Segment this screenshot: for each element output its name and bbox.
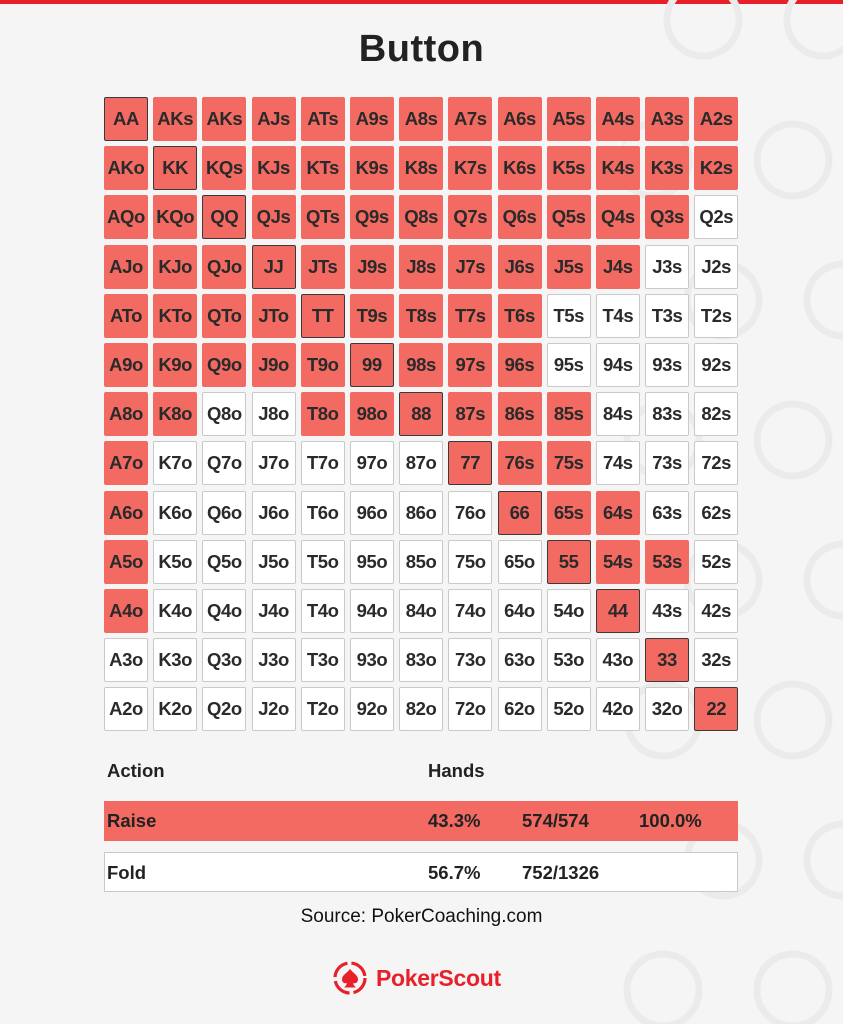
hand-cell: 94s xyxy=(596,343,640,387)
hand-cell: Q2o xyxy=(202,687,246,731)
hand-cell: 98o xyxy=(350,392,394,436)
hand-cell: 77 xyxy=(448,441,492,485)
hand-cell: 43o xyxy=(596,638,640,682)
hand-cell: A7s xyxy=(448,97,492,141)
hand-cell: J9s xyxy=(350,245,394,289)
hand-cell: J2s xyxy=(694,245,738,289)
raise-combos: 574/574 xyxy=(522,810,589,831)
hand-cell: Q7s xyxy=(448,195,492,239)
hand-cell: 76s xyxy=(498,441,542,485)
hand-cell: AKs xyxy=(153,97,197,141)
hand-cell: 74o xyxy=(448,589,492,633)
hand-cell: T8s xyxy=(399,294,443,338)
hand-cell: 82o xyxy=(399,687,443,731)
hand-cell: KTs xyxy=(301,146,345,190)
fold-label: Fold xyxy=(107,862,147,883)
hand-cell: 76o xyxy=(448,491,492,535)
hand-cell: 93s xyxy=(645,343,689,387)
hand-cell: T3o xyxy=(301,638,345,682)
hand-cell: K9s xyxy=(350,146,394,190)
hand-cell: Q9o xyxy=(202,343,246,387)
hand-cell: 92s xyxy=(694,343,738,387)
hand-cell: K7s xyxy=(448,146,492,190)
hand-cell: 65o xyxy=(498,540,542,584)
hand-cell: 86o xyxy=(399,491,443,535)
hand-cell: 96s xyxy=(498,343,542,387)
hand-cell: 73o xyxy=(448,638,492,682)
hand-cell: T7o xyxy=(301,441,345,485)
hand-cell: J7s xyxy=(448,245,492,289)
hand-cell: Q7o xyxy=(202,441,246,485)
hand-cell: 42s xyxy=(694,589,738,633)
hand-cell: J3o xyxy=(252,638,296,682)
hand-cell: A2s xyxy=(694,97,738,141)
hand-cell: 73s xyxy=(645,441,689,485)
hand-cell: 74s xyxy=(596,441,640,485)
hand-cell: 62o xyxy=(498,687,542,731)
hand-cell: QJs xyxy=(252,195,296,239)
hand-cell: T5s xyxy=(547,294,591,338)
hand-cell: T7s xyxy=(448,294,492,338)
hand-cell: A8o xyxy=(104,392,148,436)
hand-cell: 93o xyxy=(350,638,394,682)
hand-cell: 85o xyxy=(399,540,443,584)
hand-cell: 32o xyxy=(645,687,689,731)
hand-cell: QQ xyxy=(202,195,246,239)
hand-cell: J5s xyxy=(547,245,591,289)
hand-cell: 95s xyxy=(547,343,591,387)
hand-cell: J6s xyxy=(498,245,542,289)
hand-cell: A5o xyxy=(104,540,148,584)
hand-cell: AKs xyxy=(202,97,246,141)
hand-cell: Q8s xyxy=(399,195,443,239)
hand-cell: A4s xyxy=(596,97,640,141)
hand-cell: QJo xyxy=(202,245,246,289)
hand-cell: K2o xyxy=(153,687,197,731)
hand-cell: Q9s xyxy=(350,195,394,239)
hand-cell: K9o xyxy=(153,343,197,387)
hand-cell: K4s xyxy=(596,146,640,190)
hand-cell: J7o xyxy=(252,441,296,485)
action-header: Action xyxy=(107,760,165,781)
hand-cell: KJs xyxy=(252,146,296,190)
hand-cell: K7o xyxy=(153,441,197,485)
hand-cell: K4o xyxy=(153,589,197,633)
hand-cell: 88 xyxy=(399,392,443,436)
hand-cell: J4o xyxy=(252,589,296,633)
hand-cell: Q5s xyxy=(547,195,591,239)
hand-cell: 99 xyxy=(350,343,394,387)
hand-cell: JJ xyxy=(252,245,296,289)
top-accent-bar xyxy=(0,0,843,4)
hand-cell: 86s xyxy=(498,392,542,436)
hand-cell: Q4s xyxy=(596,195,640,239)
hand-cell: 95o xyxy=(350,540,394,584)
hand-cell: J8s xyxy=(399,245,443,289)
hand-cell: 55 xyxy=(547,540,591,584)
hand-cell: T8o xyxy=(301,392,345,436)
raise-frequency: 100.0% xyxy=(639,810,702,831)
source-credit: Source: PokerCoaching.com xyxy=(300,906,543,927)
hand-cell: A5s xyxy=(547,97,591,141)
hand-cell: 64o xyxy=(498,589,542,633)
hand-cell: 72o xyxy=(448,687,492,731)
hand-cell: T9o xyxy=(301,343,345,387)
hand-cell: 54s xyxy=(596,540,640,584)
hand-cell: 75o xyxy=(448,540,492,584)
hand-cell: QTs xyxy=(301,195,345,239)
hand-cell: Q5o xyxy=(202,540,246,584)
hand-cell: T2s xyxy=(694,294,738,338)
hand-cell: T3s xyxy=(645,294,689,338)
hand-cell: J2o xyxy=(252,687,296,731)
hand-cell: AA xyxy=(104,97,148,141)
brand-name: PokerScout xyxy=(376,964,501,991)
hand-cell: 84o xyxy=(399,589,443,633)
hand-cell: Q3s xyxy=(645,195,689,239)
hand-cell: A3o xyxy=(104,638,148,682)
hand-cell: Q6s xyxy=(498,195,542,239)
hands-header: Hands xyxy=(428,760,485,781)
hand-cell: 66 xyxy=(498,491,542,535)
hand-cell: 92o xyxy=(350,687,394,731)
hand-cell: J3s xyxy=(645,245,689,289)
hand-cell: Q4o xyxy=(202,589,246,633)
hand-cell: 63s xyxy=(645,491,689,535)
hand-cell: 82s xyxy=(694,392,738,436)
raise-percent: 43.3% xyxy=(428,810,481,831)
fold-combos: 752/1326 xyxy=(522,862,600,883)
hand-cell: 64s xyxy=(596,491,640,535)
hand-cell: 52s xyxy=(694,540,738,584)
hand-cell: J8o xyxy=(252,392,296,436)
raise-legend-row xyxy=(104,801,738,841)
fold-legend-row xyxy=(104,852,738,892)
hand-cell: JTo xyxy=(252,294,296,338)
hand-cell: A9o xyxy=(104,343,148,387)
hand-cell: K2s xyxy=(694,146,738,190)
hand-cell: T4s xyxy=(596,294,640,338)
hand-cell: Q6o xyxy=(202,491,246,535)
hand-cell: 87o xyxy=(399,441,443,485)
hand-cell: T6o xyxy=(301,491,345,535)
hand-cell: Q3o xyxy=(202,638,246,682)
hand-cell: A7o xyxy=(104,441,148,485)
brand-logo[interactable] xyxy=(332,958,501,998)
hand-cell: K8o xyxy=(153,392,197,436)
hand-cell: KK xyxy=(153,146,197,190)
hand-cell: 53o xyxy=(547,638,591,682)
hand-cell: A6s xyxy=(498,97,542,141)
hand-cell: A8s xyxy=(399,97,443,141)
hand-cell: 83s xyxy=(645,392,689,436)
spade-target-icon xyxy=(332,960,368,996)
hand-cell: Q2s xyxy=(694,195,738,239)
hand-cell: 33 xyxy=(645,638,689,682)
hand-cell: 72s xyxy=(694,441,738,485)
hand-cell: 54o xyxy=(547,589,591,633)
hand-cell: K6s xyxy=(498,146,542,190)
hand-cell: K5o xyxy=(153,540,197,584)
hand-cell: J4s xyxy=(596,245,640,289)
hand-cell: 43s xyxy=(645,589,689,633)
hand-cell: T6s xyxy=(498,294,542,338)
hand-cell: 53s xyxy=(645,540,689,584)
hand-cell: AKo xyxy=(104,146,148,190)
hand-cell: 62s xyxy=(694,491,738,535)
hand-cell: 22 xyxy=(694,687,738,731)
hand-cell: T9s xyxy=(350,294,394,338)
hand-cell: K3s xyxy=(645,146,689,190)
page-title: Button xyxy=(358,28,485,70)
hand-cell: AJo xyxy=(104,245,148,289)
hand-cell: J5o xyxy=(252,540,296,584)
hand-cell: KTo xyxy=(153,294,197,338)
hand-cell: 83o xyxy=(399,638,443,682)
hand-cell: KJo xyxy=(153,245,197,289)
hand-cell: AJs xyxy=(252,97,296,141)
hand-cell: 97s xyxy=(448,343,492,387)
hand-cell: 42o xyxy=(596,687,640,731)
raise-label: Raise xyxy=(107,810,157,831)
hand-cell: JTs xyxy=(301,245,345,289)
hand-range-grid xyxy=(104,97,738,731)
hand-cell: 98s xyxy=(399,343,443,387)
hand-cell: 63o xyxy=(498,638,542,682)
hand-cell: AQo xyxy=(104,195,148,239)
hand-cell: A2o xyxy=(104,687,148,731)
hand-cell: K8s xyxy=(399,146,443,190)
hand-cell: 65s xyxy=(547,491,591,535)
hand-cell: Q8o xyxy=(202,392,246,436)
hand-cell: TT xyxy=(301,294,345,338)
hand-cell: 85s xyxy=(547,392,591,436)
hand-cell: 87s xyxy=(448,392,492,436)
hand-cell: T5o xyxy=(301,540,345,584)
hand-cell: T2o xyxy=(301,687,345,731)
hand-cell: 96o xyxy=(350,491,394,535)
hand-cell: 97o xyxy=(350,441,394,485)
hand-cell: A9s xyxy=(350,97,394,141)
hand-cell: K3o xyxy=(153,638,197,682)
hand-cell: K6o xyxy=(153,491,197,535)
hand-cell: QTo xyxy=(202,294,246,338)
hand-cell: J9o xyxy=(252,343,296,387)
hand-cell: KQs xyxy=(202,146,246,190)
hand-cell: T4o xyxy=(301,589,345,633)
hand-cell: A6o xyxy=(104,491,148,535)
fold-percent: 56.7% xyxy=(428,862,481,883)
hand-cell: K5s xyxy=(547,146,591,190)
hand-cell: 44 xyxy=(596,589,640,633)
hand-cell: 32s xyxy=(694,638,738,682)
hand-cell: 94o xyxy=(350,589,394,633)
hand-cell: A3s xyxy=(645,97,689,141)
hand-cell: A4o xyxy=(104,589,148,633)
hand-cell: KQo xyxy=(153,195,197,239)
hand-cell: 84s xyxy=(596,392,640,436)
hand-cell: 75s xyxy=(547,441,591,485)
hand-cell: ATo xyxy=(104,294,148,338)
hand-cell: ATs xyxy=(301,97,345,141)
hand-cell: J6o xyxy=(252,491,296,535)
hand-cell: 52o xyxy=(547,687,591,731)
